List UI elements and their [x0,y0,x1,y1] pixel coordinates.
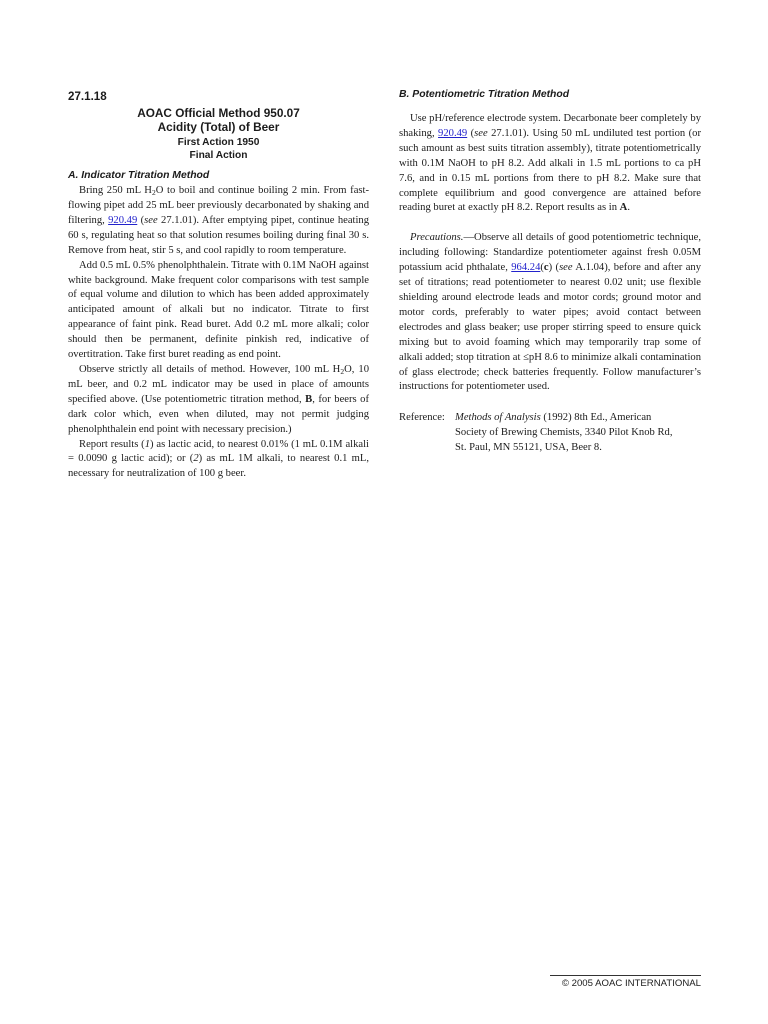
section-a-paragraph-4: Report results (1) as lactic acid, to nearest 0.01% (1 mL 0.1M alkali = 0.0090 g lactic acid); or (2) as mL 1M alkali, to nearest 0.1 mL, necessary for neutralization of 100 g beer. [68,438,370,480]
footer-rule [550,975,701,976]
link-920-49[interactable]: 920.49 [438,127,468,139]
link-920-49[interactable]: 920.49 [108,214,138,226]
section-b-heading: B. Potentiometric Titration Method [399,89,570,100]
left-column [68,88,369,482]
precautions-paragraph: Precautions.—Observe all details of good potentiometric technique, including following: Standardize potentiometer against fresh 0.05M potassium acid phthalate, 964.24(c) (see A.1.04), before and after any set of titrations; read potentiometer to nearest 0.02 unit; use flexible shielding around electrode leads and motor cords; ground motor and motor cords, preferably to water pipes; avoid contact between electrodes and glass beaker; use proper stirring speed to ensure quick mixing but to avoid foaming which may temporarily trap some of alkali added; stop titration at ≤pH 8.6 to minimize alkali contamination of glass electrode; check batteries frequently. Follow manufacturer’s instructions for potentiometer used. [399,232,701,393]
first-action: First Action 1950 [177,136,260,148]
section-number: 27.1.18 [68,90,107,103]
right-column [399,88,701,456]
method-subtitle: Acidity (Total) of Beer [157,119,280,134]
reference-label: Reference: [399,412,445,424]
section-a-paragraph-1: Bring 250 mL $H_2O$ to boil and continue boiling 2 min. From fast-flowing pipet add 25 mL beer previously decarbonated by shaking and filtering, 920.49 (see 27.1.01). After emptying pipet, continue heating 60 s, regulating heat so that solution resumes boiling during final 30 s. Remove from heat, stir 5 s, and cool rapidly to room temperature. [68,185,370,256]
method-title: AOAC Official Method 950.07 [137,105,300,120]
section-a-paragraph-3: Observe strictly all details of method. However, 100 mL $H_2O$, 10 mL beer, and 0.2 mL indicator may be used in place of amounts specified above. (Use potentiometric titration method, B, for beers of dark color which, even when diluted, may not permit judging phenolphthalein end point with necessary precision.) [68,363,369,435]
section-a-heading: A. Indicator Titration Method [68,170,210,182]
copyright-footer: © 2005 AOAC INTERNATIONAL [561,978,701,989]
reference-block [399,411,701,456]
section-a-paragraph-2: Add 0.5 mL 0.5% phenolphthalein. Titrate with 0.1M NaOH against white background. Make frequent color comparisons with test sample of equal volume and dilution to which has been added approximately anticipated amount of alkali but no indicator. Titrate to first appearance of faint pink. Read buret. Add 0.2 mL more alkali; color should then be permanent, definite pinkish red, indicative of overtitration. Take first buret reading as end point. [68,259,369,361]
final-action: Final Action [189,149,248,161]
section-b-paragraph-1: Use pH/reference electrode system. Decarbonate beer completely by shaking, 920.49 (see 27.1.01). Using 50 mL undiluted test portion (or such amount as best suits titration assembly), titrate potentiometrically with 0.1M NaOH to pH 8.2. Add alkali in 1.5 mL portions to ca pH 7.6, and in 0.15 mL portions from there to pH 8.2. Make sure that complete equilibrium and good convergence are attained before reading buret at exactly pH 8.2. Report results as in A. [399,113,701,214]
link-964-24[interactable]: 964.24 [511,262,541,274]
reference-citation: Methods of Analysis (1992) 8th Ed., American Society of Brewing Chemists, 3340 Pilot Knob Rd, St. Paul, MN 55121, USA, Beer 8. [455,412,673,454]
